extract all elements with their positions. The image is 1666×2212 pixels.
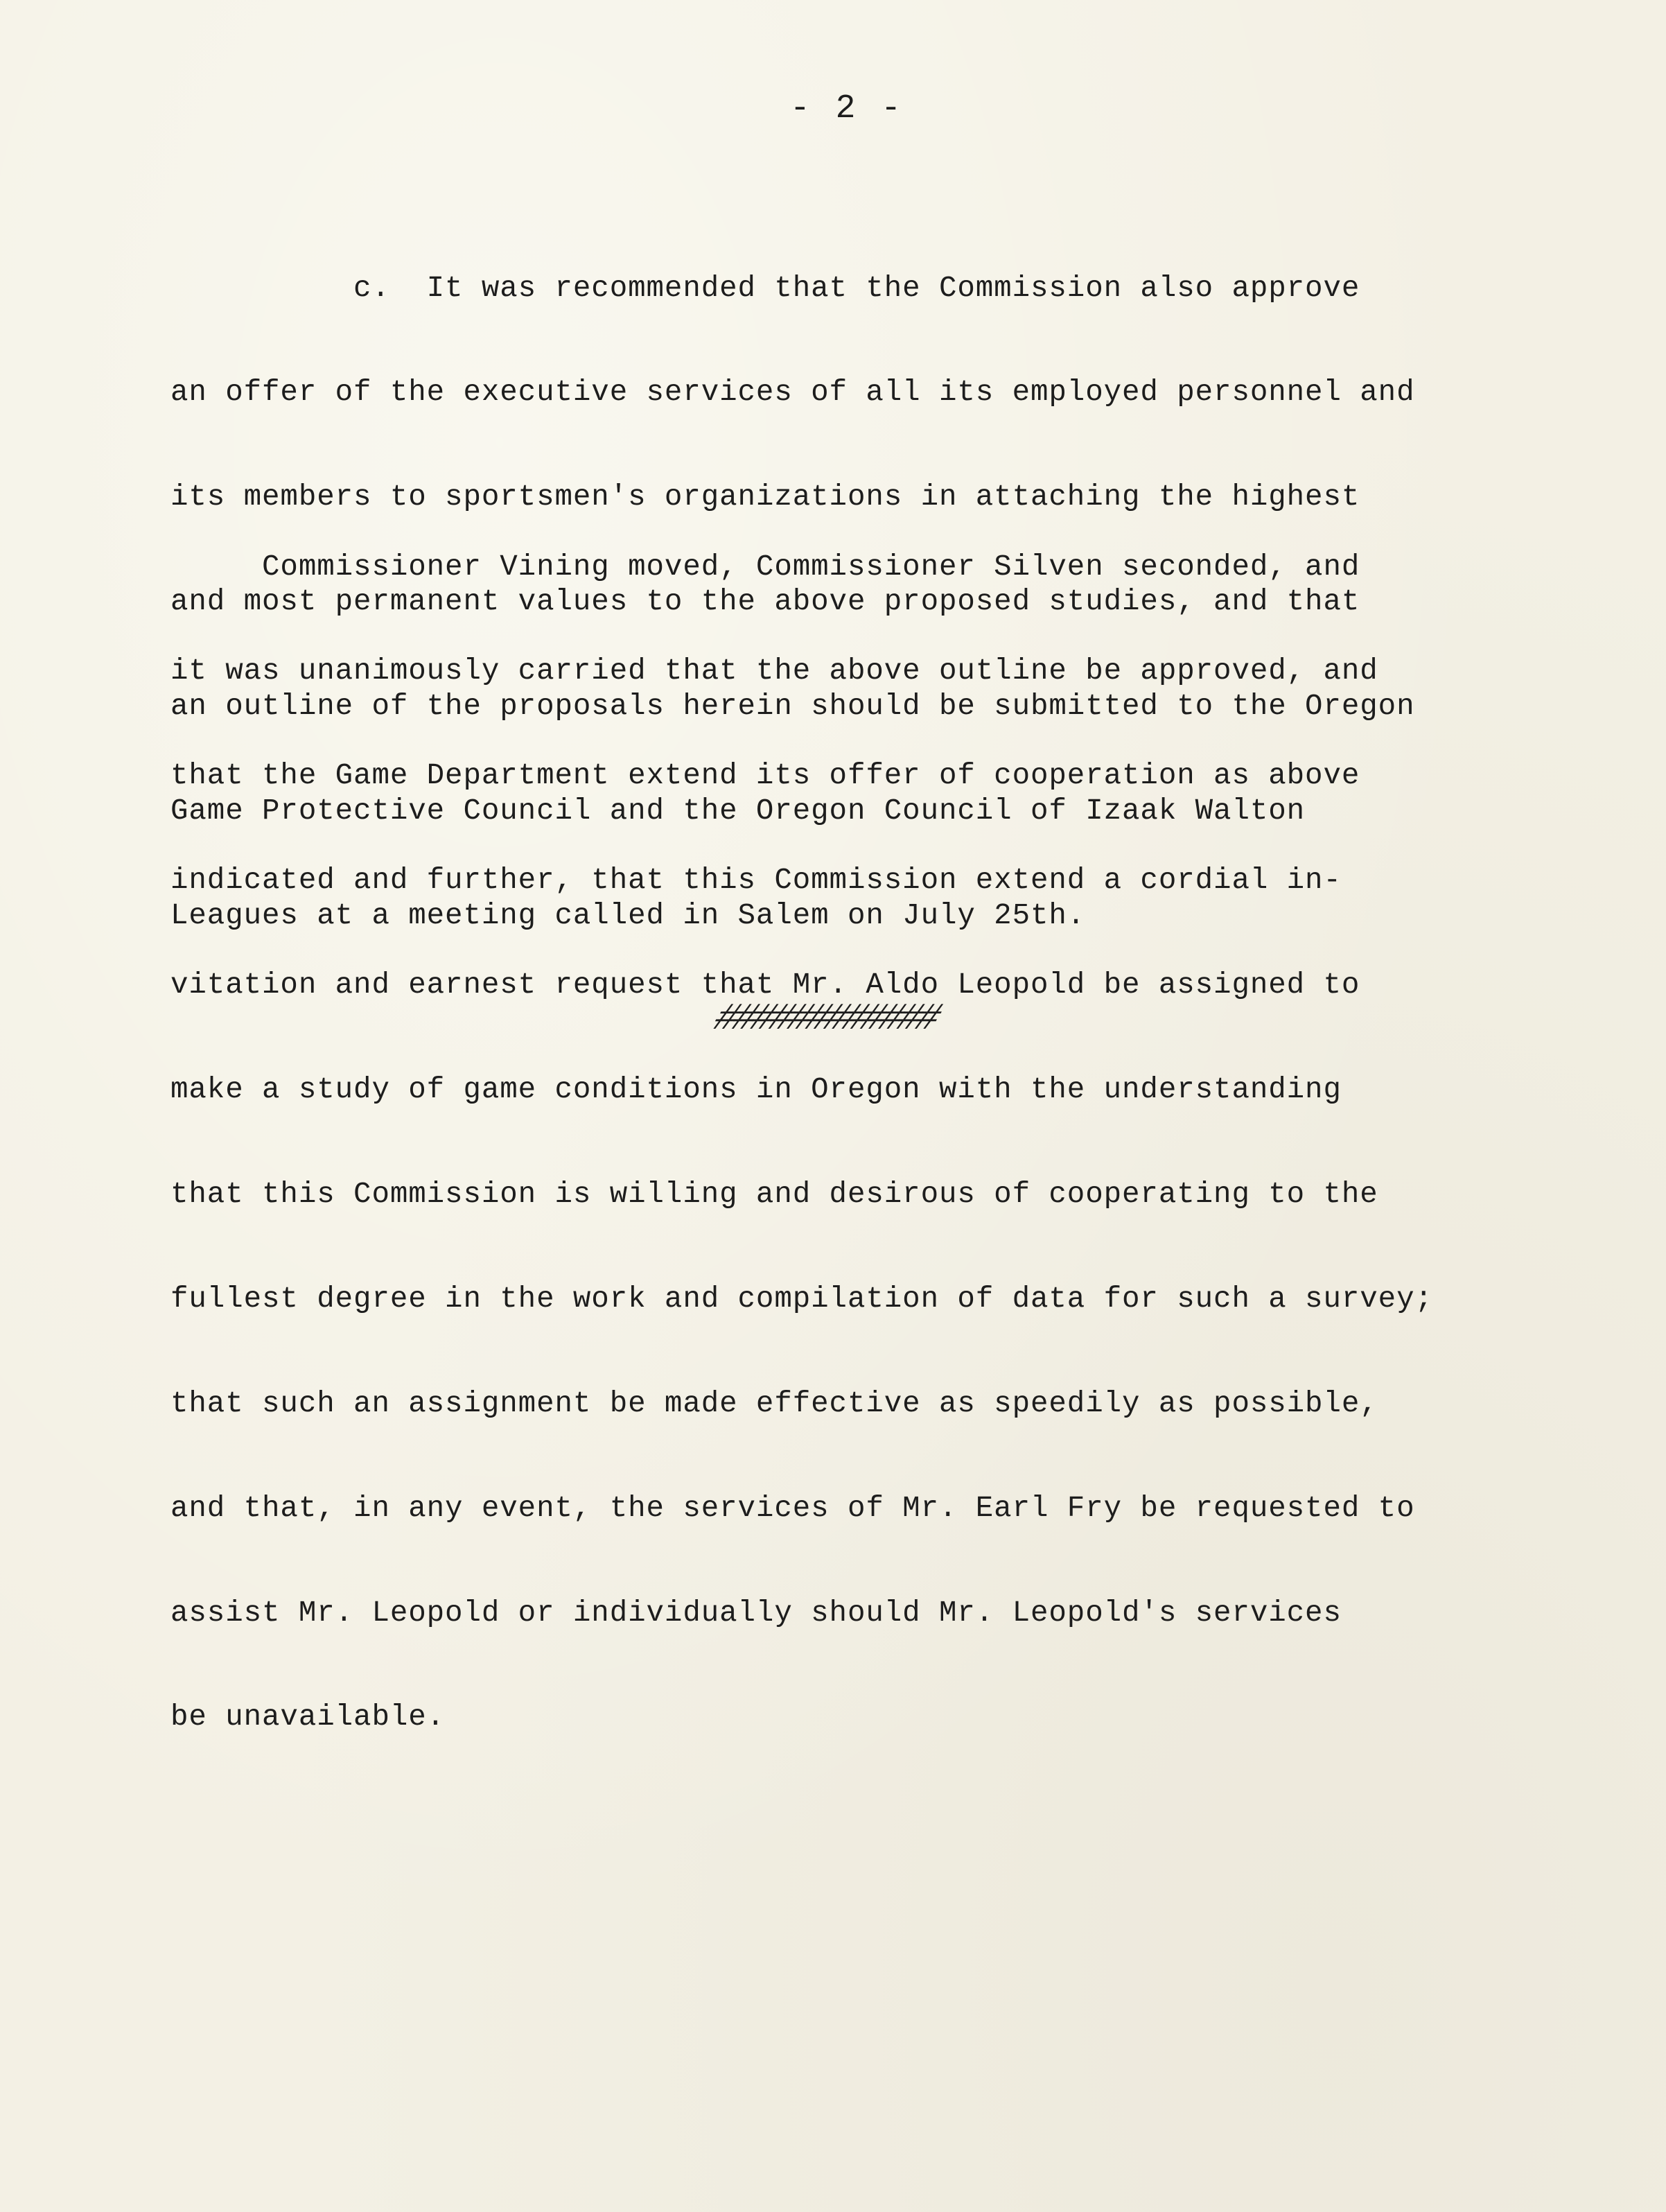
paragraph-line: c. It was recommended that the Commission also approve [170, 271, 1360, 305]
paragraph-line: and that, in any event, the services of Mr. Earl Fry be requested to [170, 1491, 1415, 1525]
paragraph-line: an outline of the proposals herein should be submitted to the Oregon [170, 690, 1415, 724]
paragraph-line: that such an assignment be made effective as speedily as possible, [170, 1386, 1378, 1420]
paragraph-line: assist Mr. Leopold or individually should Mr. Leopold's services [170, 1596, 1342, 1630]
paragraph-line: indicated and further, that this Commission extend a cordial in- [170, 864, 1342, 898]
paragraph-line: Game Protective Council and the Oregon Council of Izaak Walton [170, 794, 1306, 828]
paragraph-line: be unavailable. [170, 1700, 446, 1734]
paragraph-line: Commissioner Vining moved, Commissioner Silven seconded, and [170, 550, 1360, 584]
paragraph-line: that this Commission is willing and desirous of cooperating to the [170, 1177, 1378, 1211]
paragraph-line: make a study of game conditions in Oregon with the understanding [170, 1073, 1342, 1107]
paragraph-motion [170, 480, 1433, 1804]
paragraph-line: Leagues at a meeting called in Salem on July 25th. [170, 898, 1086, 932]
paragraph-line: fullest degree in the work and compilation of data for such a survey; [170, 1282, 1433, 1316]
paragraph-line: it was unanimously carried that the above outline be approved, and [170, 654, 1378, 688]
paragraph-line: an offer of the executive services of all its employed personnel and [170, 376, 1415, 410]
paragraph-line: that the Game Department extend its offer of cooperation as above [170, 759, 1360, 793]
paragraph-line: vitation and earnest request that Mr. Aldo Leopold be assigned to [170, 968, 1360, 1002]
paragraph-line: its members to sportsmen's organizations in attaching the highest [170, 480, 1360, 514]
end-of-document-mark: ############ [708, 998, 942, 1040]
paragraph-line: and most permanent values to the above proposed studies, and that [170, 585, 1360, 619]
page-number: - 2 - [790, 90, 904, 128]
